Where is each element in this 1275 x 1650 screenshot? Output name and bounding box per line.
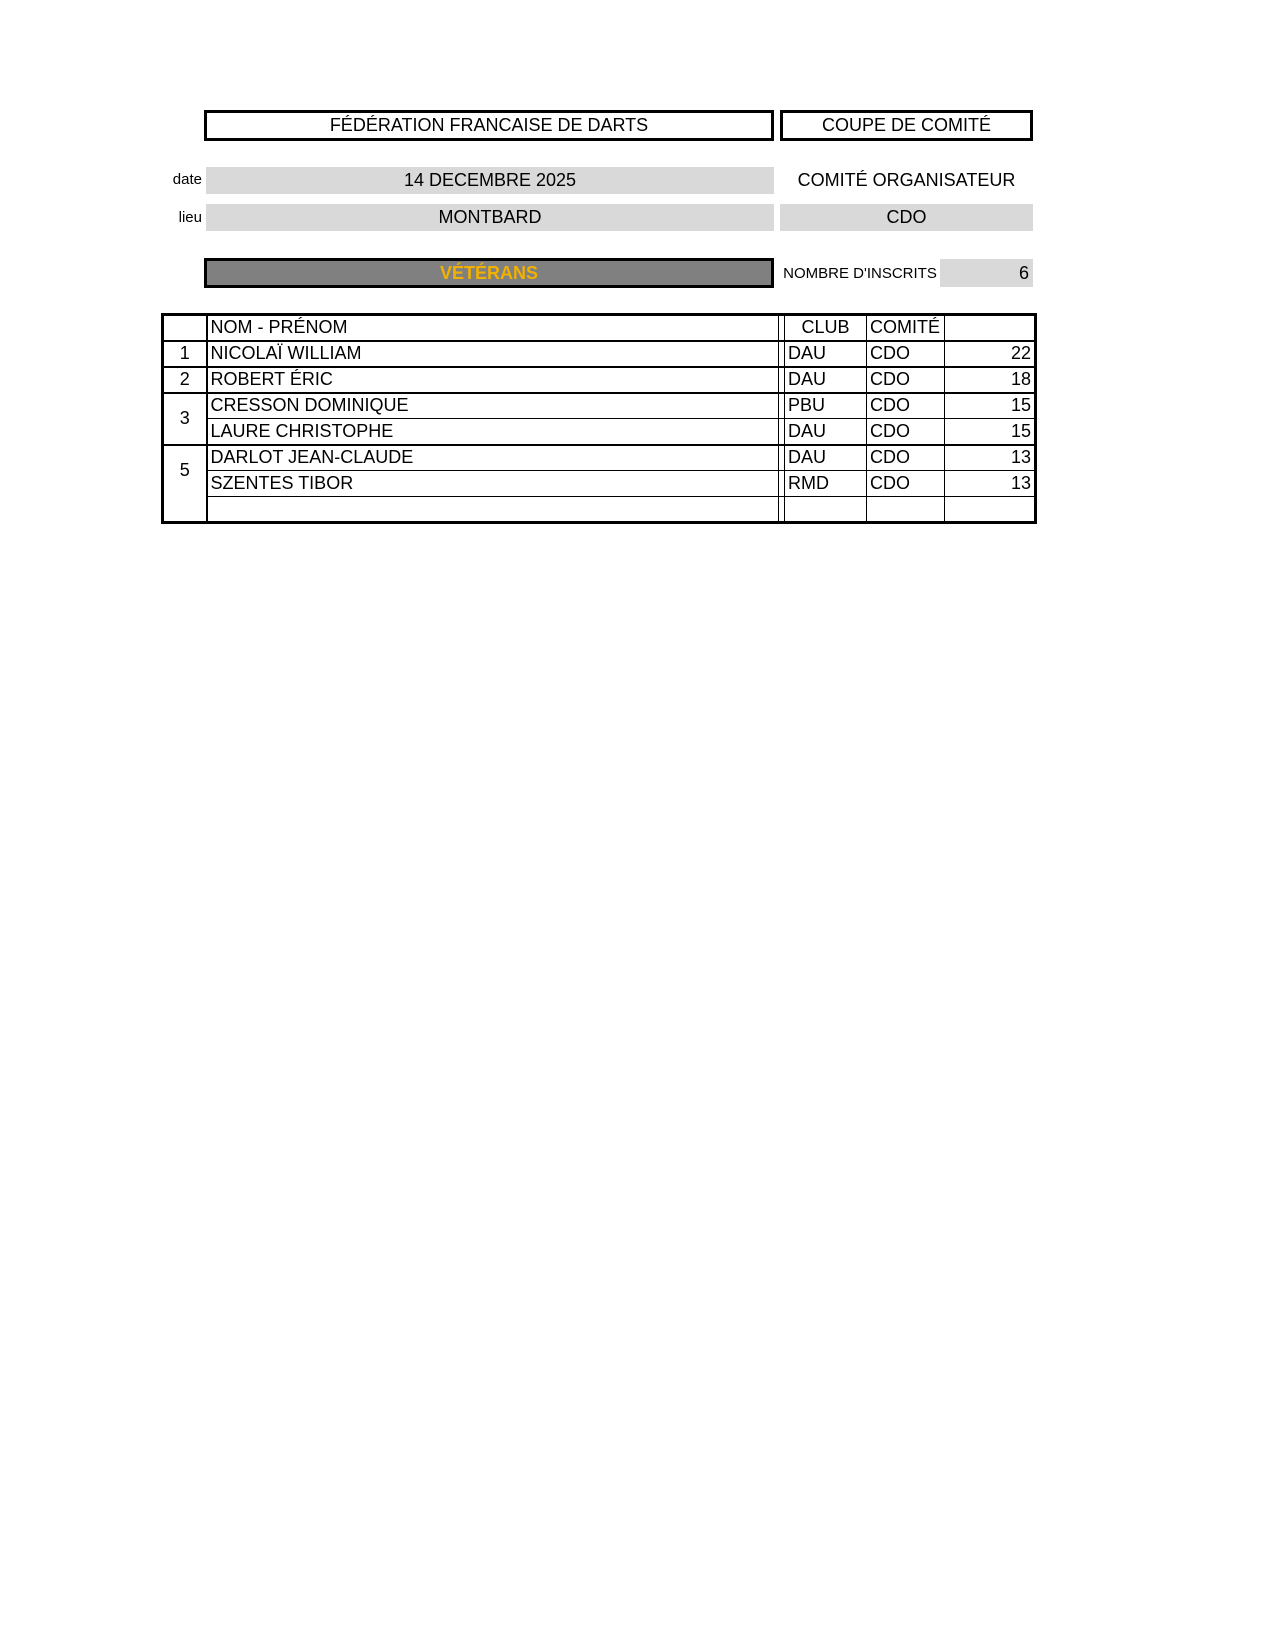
club-cell: DAU	[785, 341, 867, 367]
rank-cell: 2	[163, 367, 207, 393]
rank-cell: 5	[163, 445, 207, 523]
organizer-value: CDO	[780, 204, 1033, 231]
rank-header	[163, 315, 207, 341]
category-banner: VÉTÉRANS	[204, 258, 774, 288]
club-cell: DAU	[785, 367, 867, 393]
points-cell: 15	[945, 393, 1036, 419]
comite-cell: CDO	[867, 445, 945, 471]
results-table	[161, 313, 1037, 524]
table-row	[163, 367, 1036, 393]
table-row	[163, 341, 1036, 367]
club-cell	[785, 497, 867, 523]
comite-cell: CDO	[867, 367, 945, 393]
points-cell: 13	[945, 445, 1036, 471]
club-header: CLUB	[785, 315, 867, 341]
table-row	[163, 445, 1036, 471]
table-row	[163, 393, 1036, 419]
points-cell: 13	[945, 471, 1036, 497]
table-header-row	[163, 315, 1036, 341]
date-value: 14 DECEMBRE 2025	[206, 167, 774, 194]
club-cell: DAU	[785, 419, 867, 445]
table-row	[163, 471, 1036, 497]
name-cell	[207, 497, 779, 523]
name-header: NOM - PRÉNOM	[207, 315, 779, 341]
name-cell: CRESSON DOMINIQUE	[207, 393, 779, 419]
lieu-value: MONTBARD	[206, 204, 774, 231]
name-cell: DARLOT JEAN-CLAUDE	[207, 445, 779, 471]
name-cell: NICOLAÏ WILLIAM	[207, 341, 779, 367]
comite-cell: CDO	[867, 419, 945, 445]
points-cell: 15	[945, 419, 1036, 445]
name-cell: ROBERT ÉRIC	[207, 367, 779, 393]
points-header	[945, 315, 1036, 341]
comite-header: COMITÉ	[867, 315, 945, 341]
name-cell: LAURE CHRISTOPHE	[207, 419, 779, 445]
comite-cell: CDO	[867, 341, 945, 367]
rank-cell: 1	[163, 341, 207, 367]
points-cell	[945, 497, 1036, 523]
comite-cell	[867, 497, 945, 523]
federation-title: FÉDÉRATION FRANCAISE DE DARTS	[204, 110, 774, 141]
club-cell: DAU	[785, 445, 867, 471]
rank-cell: 3	[163, 393, 207, 445]
points-cell: 18	[945, 367, 1036, 393]
date-label: date	[172, 171, 202, 188]
comite-cell: CDO	[867, 471, 945, 497]
name-cell: SZENTES TIBOR	[207, 471, 779, 497]
registrants-value: 6	[940, 259, 1033, 287]
table-row	[163, 419, 1036, 445]
competition-title: COUPE DE COMITÉ	[780, 110, 1033, 141]
comite-cell: CDO	[867, 393, 945, 419]
club-cell: PBU	[785, 393, 867, 419]
club-cell: RMD	[785, 471, 867, 497]
registrants-label: NOMBRE D'INSCRITS	[783, 264, 937, 282]
points-cell: 22	[945, 341, 1036, 367]
table-row	[163, 497, 1036, 523]
lieu-label: lieu	[178, 209, 202, 226]
organizer-label: COMITÉ ORGANISATEUR	[797, 170, 1016, 190]
